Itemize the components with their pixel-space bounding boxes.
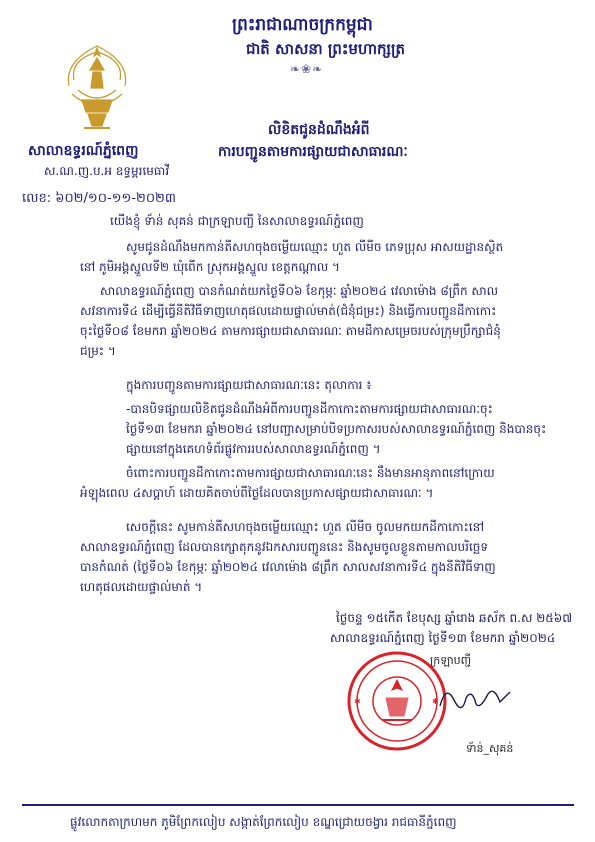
body-line: សាលាឧទ្ធរណ៍ភ្នំពេញ ដែលបានក្សោតុកនូវឯកសារបញ្ជូននេះ និងសូមចូលខ្លួនតាមកាលបរិច្ឆេទ: [80, 540, 488, 554]
body-line: អំឡុងពេល ៤សប្ដាហ៍ ដោយគិតចាប់ពីថ្ងៃដែលបានប្រកាសផ្សាយជាសាធារណៈ ។: [80, 486, 434, 500]
svg-text:✱: ✱: [354, 697, 361, 706]
body-line: ចំពោះការបញ្ជូនដីកាកោះតាមការផ្សាយជាសាធារណៈនេះ នឹងមានអានុភាពនៅក្រោយ: [126, 466, 495, 480]
court-office: ស.ណ.ញ.ប.អ ឧទ្ធម្ពរមេធាវី: [44, 164, 170, 178]
body-line: ហេតុផលដោយផ្ទាល់មាត់ ។: [80, 580, 203, 594]
body-line: សេចក្ដីនេះ សូមកាន់តីសហចុងចម្លើយឈ្មោះ ហួត លីមីច ចូលមកយកដីកាកោះនៅ: [126, 520, 485, 534]
body-line: សវនាការទី៤ ដើម្បីធ្វើនីតិវិធីទាញហេតុផលដោយផ្ទាល់មាត់(ជំនុំជម្រះ) និងធ្វើការបញ្ជូនដីកាកោះ: [80, 304, 497, 318]
body-line: យើងខ្ញុំ ទ័ាន់ សុគន់ ជាក្រឡាបញ្ជី នៃសាលាឧទ្ធរណ៍ភ្នំពេញ: [110, 214, 364, 228]
court-seal-icon: [346, 650, 448, 752]
document-title-line-2: ការបញ្ជូនតាមការផ្សាយជាសាធារណៈ: [218, 144, 408, 160]
body-line: ថ្ងៃទី១៣ ខែមករា ឆ្នាំ២០២៤ នៅបញ្ជាសម្រាប់បិទប្រកាសរបស់សាលាឧទ្ធរណ៍ភ្នំពេញ និងបានចុះ: [126, 422, 547, 436]
kingdom-title: ព្រះរាជាណាចក្រកម្ពុជា: [232, 15, 373, 35]
date-lunar: ថ្ងៃចន្ទ ១៥កើត ខែបុស្ស ឆ្នាំរោង ឆស័ក ព.ស ២៥៦៧: [336, 611, 573, 625]
body-line: ជម្រះ ។: [80, 344, 116, 358]
court-emblem-icon: [60, 40, 134, 140]
body-line: ផ្សាយនៅក្នុងគេហទំព័រផ្លូវការរបស់សាលាឧទ្ធរណ៍ភ្នំពេញ ។: [126, 442, 381, 456]
document-title-line-1: លិខិតជូនដំណឹងអំពី: [268, 122, 370, 138]
document-number: លេខ: ៦០២/១០-១១-២០២៣: [22, 191, 176, 206]
body-line: នៅ ភូមិអង្គស្នួលទី២ ឃុំពើក ស្រុកអង្គស្នួល ខេត្តកណ្ដាល ។: [80, 260, 340, 274]
signatory-title: ក្រឡាបញ្ជី: [430, 654, 472, 667]
body-line: សូមជូនដំណឹងមកកាន់តីសហចុងចម្លើយឈ្មោះ ហួត លីមីច ភេទប្រុស អាសយដ្ឋានស្ថិត: [126, 240, 504, 254]
body-line: -បានបិទផ្សាយលិខិតជូនដំណឹងអំពីការបញ្ជូនដីកាកោះតាមការផ្សាយជាសាធារណៈចុះ: [126, 402, 493, 416]
header-ornament: ❧❀❧: [290, 62, 324, 76]
signatory-name: ទ័ាន់_សុគន់: [466, 742, 514, 755]
handwritten-signature-icon: [436, 680, 516, 716]
footer-address: ផ្លូវលោកតាក្រហមក ភូមិព្រែកលៀប សង្កាត់ព្រែកលៀប ខណ្ឌជ្រោយចង្វារ រាជធានីភ្នំពេញ: [70, 815, 457, 829]
body-line: ចុះថ្ងៃទី០៨ ខែមករា ឆ្នាំ២០២៤ តាមការផ្សាយជាសាធារណៈ តាមដីកាសម្រេចរបស់ក្រុមប្រឹក្សាជំនុំ: [80, 324, 501, 338]
footer-divider: [22, 804, 574, 806]
svg-text:✱: ✱: [432, 697, 439, 706]
body-line: ក្នុងការបញ្ជូនតាមការផ្សាយជាសាធារណៈនេះ តុលាការ ៖: [126, 378, 372, 392]
date-solar: សាលាឧទ្ធរណ៍ភ្នំពេញ ថ្ងៃទី១៣ ខែមករា ឆ្នាំ២០២៤: [330, 631, 556, 645]
body-line: បានកំណត់ (ថ្ងៃទី០៦ ខែកុម្ភៈ ឆ្នាំ២០២៤ វេលាម៉ោង ៨ព្រឹក សាលសវនាការទី៤ ក្នុងនីតិវិធីទាញ: [80, 560, 496, 574]
kingdom-motto: ជាតិ សាសនា ព្រះមហាក្សត្រ: [246, 40, 405, 58]
body-line: សាលាឧទ្ធរណ៍ភ្នំពេញ បានកំណត់យកថ្ងៃទី០៦ ខែកុម្ភៈ ឆ្នាំ២០២៤ វេលាម៉ោង ៨ព្រឹក សាល: [100, 284, 499, 298]
court-name: សាលាឧទ្ធរណ៍ភ្នំពេញ: [28, 143, 139, 159]
